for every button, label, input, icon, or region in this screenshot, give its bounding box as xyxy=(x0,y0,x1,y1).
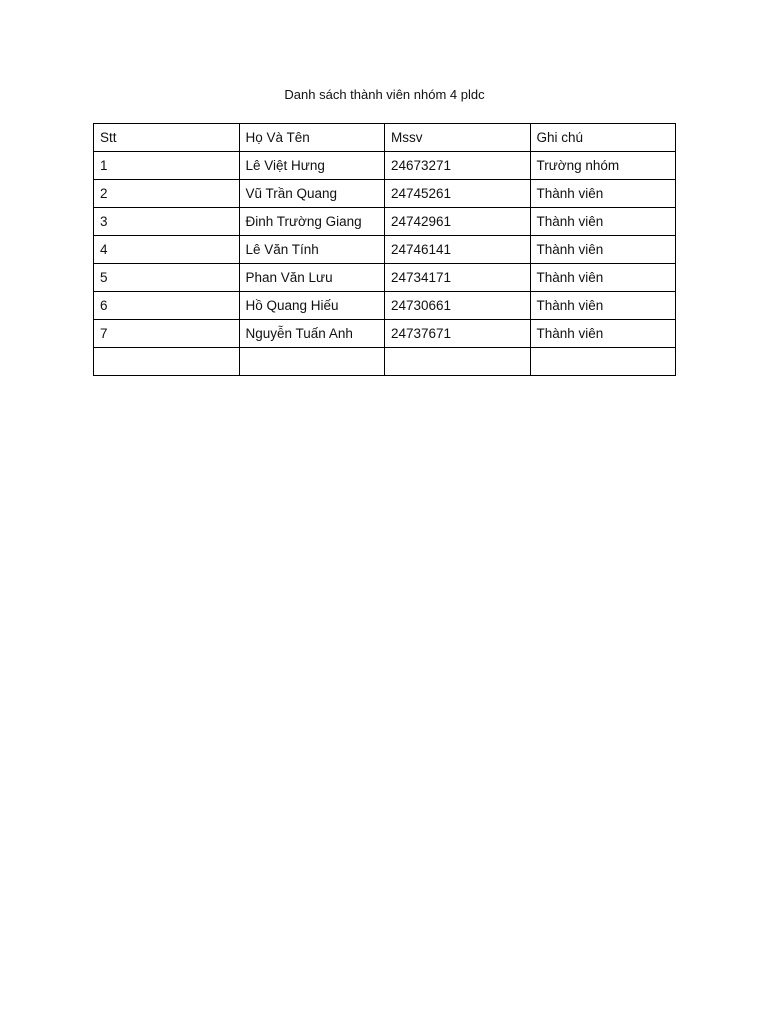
cell-full-name: Đinh Trường Giang xyxy=(239,208,385,236)
table-header-row xyxy=(94,124,676,152)
cell-student-id: 24737671 xyxy=(385,320,531,348)
cell-note: Thành viên xyxy=(530,180,676,208)
header-student-id: Mssv xyxy=(385,124,531,152)
table-row xyxy=(94,292,676,320)
cell-stt: 1 xyxy=(94,152,240,180)
cell-student-id: 24746141 xyxy=(385,236,531,264)
cell-note: Thành viên xyxy=(530,264,676,292)
cell-stt: 6 xyxy=(94,292,240,320)
table-row xyxy=(94,208,676,236)
cell-student-id: 24734171 xyxy=(385,264,531,292)
header-stt: Stt xyxy=(94,124,240,152)
cell-student-id: 24745261 xyxy=(385,180,531,208)
cell-full-name: Hồ Quang Hiếu xyxy=(239,292,385,320)
cell-stt: 7 xyxy=(94,320,240,348)
cell-note: Thành viên xyxy=(530,236,676,264)
header-full-name: Họ Và Tên xyxy=(239,124,385,152)
cell-student-id: 24742961 xyxy=(385,208,531,236)
cell-note: Thành viên xyxy=(530,208,676,236)
cell-stt: 2 xyxy=(94,180,240,208)
cell-note: Thành viên xyxy=(530,320,676,348)
member-table xyxy=(93,123,676,376)
cell-full-name: Lê Văn Tính xyxy=(239,236,385,264)
table-row xyxy=(94,236,676,264)
cell-stt xyxy=(94,348,240,376)
cell-note xyxy=(530,348,676,376)
cell-student-id: 24673271 xyxy=(385,152,531,180)
cell-note: Thành viên xyxy=(530,292,676,320)
cell-full-name: Vũ Trần Quang xyxy=(239,180,385,208)
cell-full-name xyxy=(239,348,385,376)
header-note: Ghi chú xyxy=(530,124,676,152)
table-row xyxy=(94,152,676,180)
cell-note: Trường nhóm xyxy=(530,152,676,180)
cell-student-id xyxy=(385,348,531,376)
cell-full-name: Nguyễn Tuấn Anh xyxy=(239,320,385,348)
table-row xyxy=(94,320,676,348)
cell-stt: 5 xyxy=(94,264,240,292)
table-row xyxy=(94,180,676,208)
cell-full-name: Lê Việt Hưng xyxy=(239,152,385,180)
table-row-empty xyxy=(94,348,676,376)
cell-stt: 3 xyxy=(94,208,240,236)
cell-stt: 4 xyxy=(94,236,240,264)
cell-student-id: 24730661 xyxy=(385,292,531,320)
cell-full-name: Phan Văn Lưu xyxy=(239,264,385,292)
table-row xyxy=(94,264,676,292)
page-title: Danh sách thành viên nhóm 4 pldc xyxy=(284,87,485,102)
